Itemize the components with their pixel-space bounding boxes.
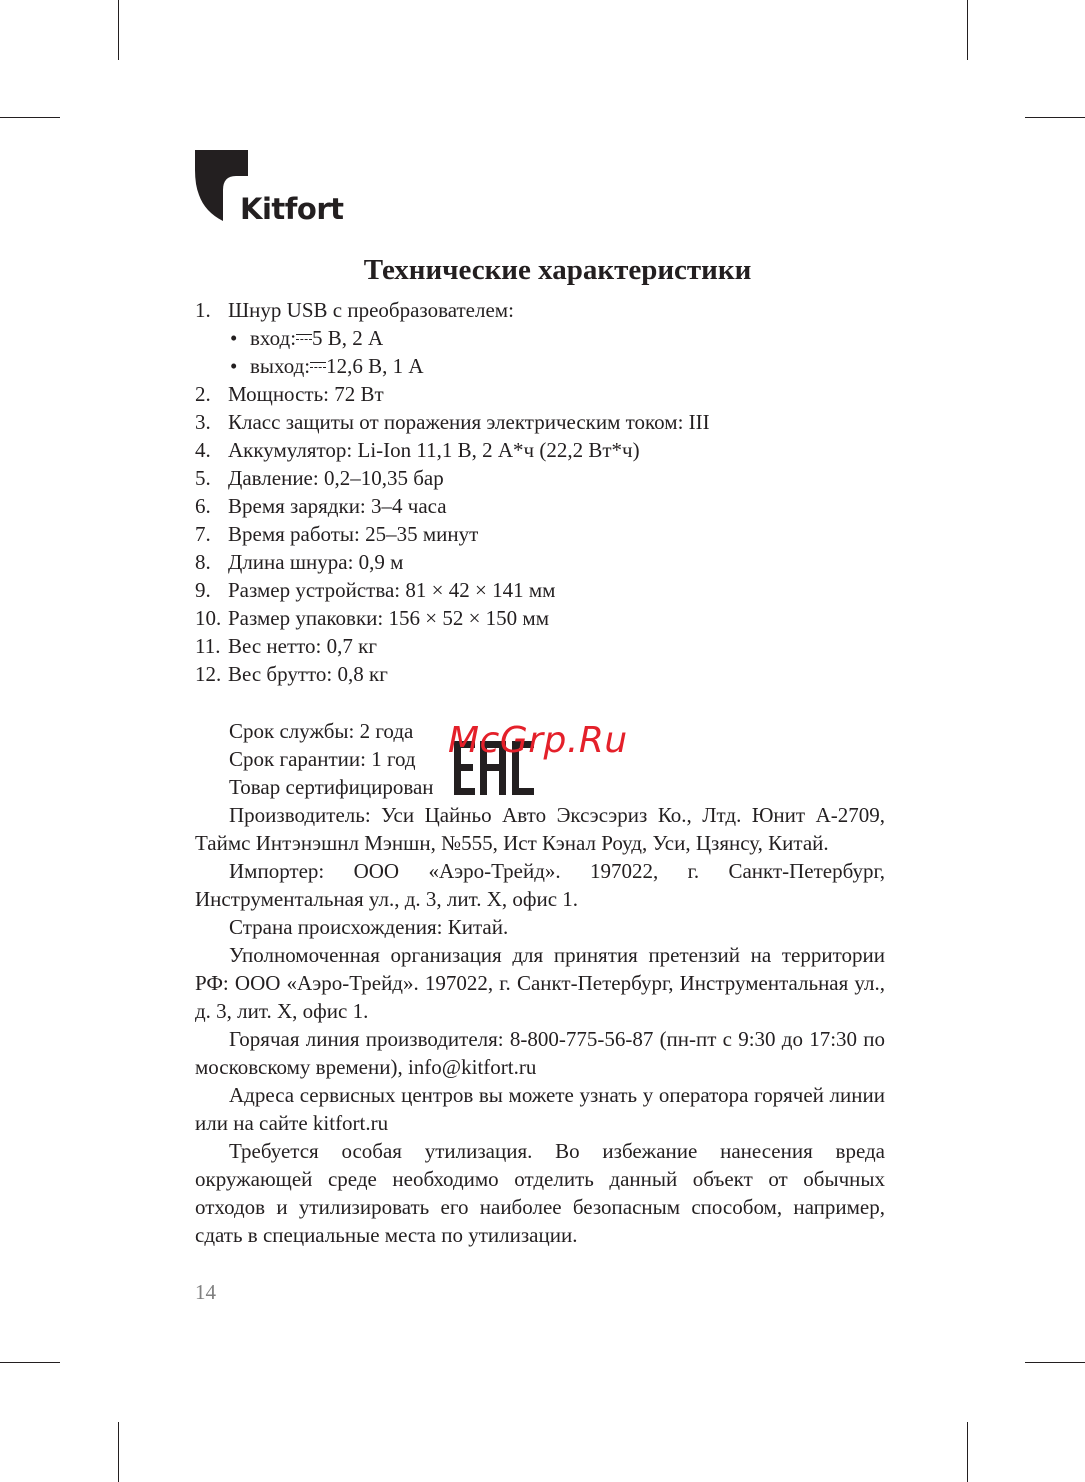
warranty-period: Срок гарантии: 1 год <box>229 747 416 771</box>
list-item <box>195 436 895 464</box>
crop-mark-top-left <box>118 0 119 60</box>
list-item <box>195 464 895 492</box>
item-number: 11. <box>195 634 221 658</box>
list-item <box>195 548 895 576</box>
crop-mark-bottom-right <box>967 1422 968 1482</box>
bullet: • <box>230 326 238 350</box>
list-item <box>195 296 895 324</box>
company-info <box>195 801 885 1249</box>
list-item <box>195 492 895 520</box>
list-item <box>195 520 895 548</box>
item-text: Размер упаковки: 156 × 52 × 150 мм <box>228 606 550 630</box>
page-number: 14 <box>195 1280 216 1304</box>
list-item <box>195 576 895 604</box>
item-text: Вес нетто: 0,7 кг <box>228 634 377 658</box>
list-item <box>195 408 895 436</box>
sub-label: вход: <box>250 326 297 350</box>
item-number: 9. <box>195 578 211 602</box>
list-item-sub <box>195 324 895 352</box>
list-item <box>195 604 895 632</box>
item-text: Аккумулятор: Li-Ion 11,1 В, 2 А*ч (22,2 Вт*ч) <box>228 438 640 462</box>
disposal-paragraph: Требуется особая утилизация. Во избежание нанесения вреда окружающей среде необходимо отделить данный объект от обычных отходов и утилизировать его наиболее безопасным способом, например, сдать в специальные места по утилизации. <box>195 1139 885 1247</box>
crop-mark-left-top <box>0 117 60 118</box>
item-text: Класс защиты от поражения электрическим током: III <box>228 410 710 434</box>
item-text: Вес брутто: 0,8 кг <box>228 662 388 686</box>
item-number: 10. <box>195 606 222 630</box>
dc-current-icon <box>296 333 312 343</box>
page-title: Технические характеристики <box>363 254 752 287</box>
watermark-text: McGrp.Ru <box>448 720 628 761</box>
crop-mark-right-top <box>1025 117 1085 118</box>
item-number: 2. <box>195 382 211 406</box>
certification-note: Товар сертифицирован <box>229 775 434 799</box>
list-item-sub <box>195 352 895 380</box>
sub-value: 12,6 В, 1 А <box>326 354 424 378</box>
service-life: Срок службы: 2 года <box>229 719 414 743</box>
importer-paragraph: Импортер: ООО «Аэро-Трейд». 197022, г. Санкт-Петербург, Инструментальная ул., д. 3, лит. Х, офис 1. <box>195 859 885 911</box>
spec-list <box>195 296 895 688</box>
brand-logo-text: Kitfort <box>240 192 344 226</box>
crop-mark-top-right <box>967 0 968 60</box>
item-text: Время зарядки: 3–4 часа <box>228 494 447 518</box>
item-text: Длина шнура: 0,9 м <box>228 550 404 574</box>
crop-mark-bottom-left <box>118 1422 119 1482</box>
item-number: 1. <box>195 298 211 322</box>
dc-current-icon <box>310 361 326 371</box>
item-number: 8. <box>195 550 211 574</box>
item-number: 5. <box>195 466 211 490</box>
item-text: Время работы: 25–35 минут <box>228 522 479 546</box>
sub-value: 5 В, 2 А <box>312 326 384 350</box>
bullet: • <box>230 354 238 378</box>
service-info <box>229 717 434 801</box>
list-item <box>195 660 895 688</box>
item-number: 3. <box>195 410 211 434</box>
item-text: Мощность: 72 Вт <box>228 382 384 406</box>
manufacturer-paragraph: Производитель: Уси Цайньо Авто Эксэсэриз Ко., Лтд. Юнит А-2709, Таймс Интэнэшнл Мэншн, №555, Ист Кэнал Роуд, Уси, Цзянсу, Китай. <box>195 803 885 855</box>
list-item <box>195 380 895 408</box>
list-item <box>195 632 895 660</box>
crop-mark-right-bottom <box>1025 1362 1085 1363</box>
service-centers-paragraph: Адреса сервисных центров вы можете узнать у оператора горячей линии или на сайте kitfort.ru <box>195 1083 885 1135</box>
crop-mark-left-bottom <box>0 1362 60 1363</box>
authorized-org-paragraph: Уполномоченная организация для принятия претензий на территории РФ: ООО «Аэро-Трейд». 197022, г. Санкт-Петербург, Инструментальная ул., д. 3, лит. Х, офис 1. <box>195 943 885 1023</box>
item-number: 6. <box>195 494 211 518</box>
item-text: Размер устройства: 81 × 42 × 141 мм <box>228 578 556 602</box>
item-text: Шнур USB с преобразователем: <box>228 298 514 322</box>
sub-label: выход: <box>250 354 311 378</box>
hotline-paragraph: Горячая линия производителя: 8-800-775-56-87 (пн-пт с 9:30 до 17:30 по московскому времени), info@kitfort.ru <box>195 1027 885 1079</box>
country-paragraph: Страна происхождения: Китай. <box>229 915 509 939</box>
item-number: 4. <box>195 438 211 462</box>
item-text: Давление: 0,2–10,35 бар <box>228 466 444 490</box>
item-number: 12. <box>195 662 222 686</box>
item-number: 7. <box>195 522 211 546</box>
